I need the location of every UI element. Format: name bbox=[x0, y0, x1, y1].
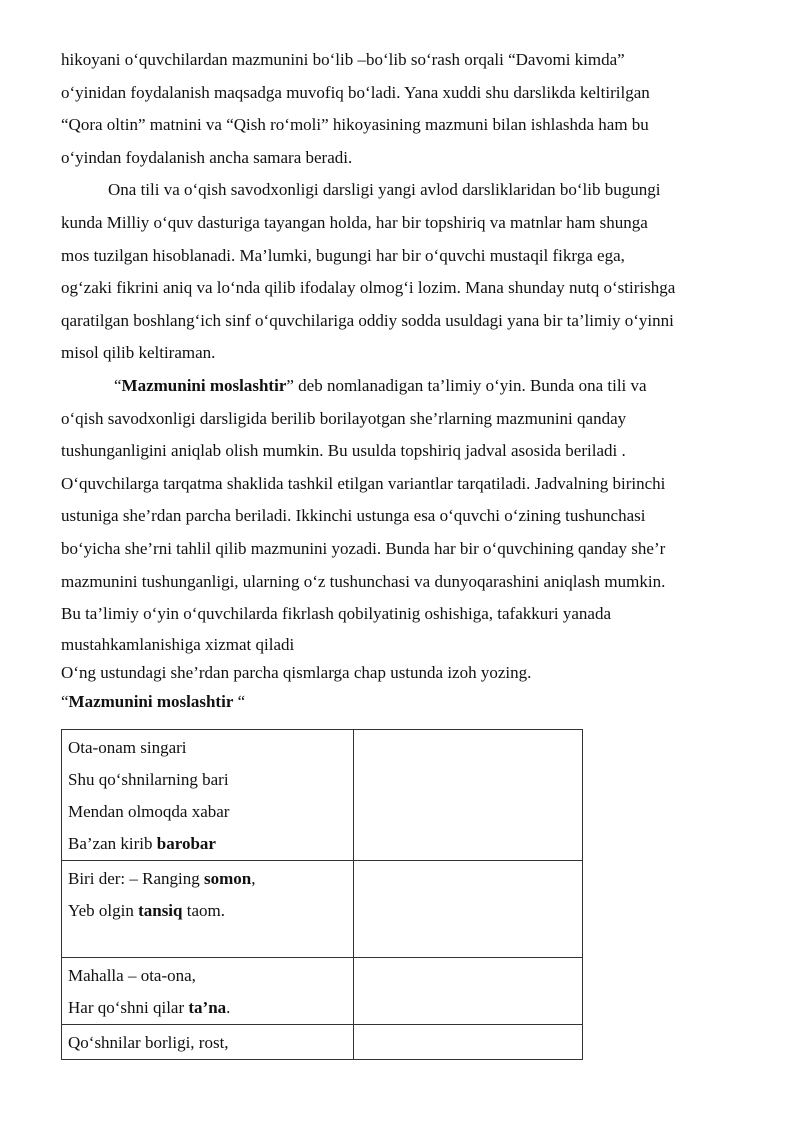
table-row bbox=[62, 958, 583, 1025]
game-name-bold: Mazmunini moslashtir bbox=[121, 375, 287, 395]
body-text bbox=[61, 44, 751, 716]
poem-line: Ota-onam singari bbox=[68, 738, 187, 757]
text-span: Biri der: – Ranging bbox=[68, 869, 204, 888]
table-row bbox=[62, 730, 583, 861]
quote-open: “ bbox=[61, 691, 69, 711]
text-line: ustuniga she’rdan parcha beriladi. Ikkinchi ustunga esa o‘quvchi o‘zining tushunchasi bbox=[61, 506, 646, 526]
text-line: misol qilib keltiraman. bbox=[61, 343, 216, 363]
text-span: Yeb olgin bbox=[68, 901, 139, 920]
instruction-line: O‘ng ustundagi she’rdan parcha qismlarga chap ustunda izoh yozing. bbox=[61, 663, 532, 683]
answer-cell[interactable] bbox=[354, 1025, 583, 1060]
bold-word: tansiq bbox=[138, 901, 183, 920]
text-line: mustahkamlanishiga xizmat qiladi bbox=[61, 634, 295, 654]
poem-line: Shu qo‘shnilarning bari bbox=[68, 770, 229, 789]
answer-cell[interactable] bbox=[354, 730, 583, 861]
text-line: hikoyani o‘quvchilardan mazmunini bo‘lib –bo‘lib so‘rash orqali “Davomi kimda” bbox=[61, 50, 625, 69]
table-title bbox=[61, 688, 751, 717]
text-line bbox=[61, 370, 751, 403]
poem-line: Mahalla – ota-ona, bbox=[68, 966, 196, 985]
table-title-bold: Mazmunini moslashtir bbox=[68, 691, 234, 711]
poem-line: Qo‘shnilar borligi, rost, bbox=[68, 1033, 229, 1052]
poem-line bbox=[68, 992, 347, 1024]
table-row bbox=[62, 1025, 583, 1060]
text-span: Har qo‘shni qilar bbox=[68, 998, 189, 1017]
text-line: mos tuzilgan hisoblanadi. Ma’lumki, bugungi har bir o‘quvchi mustaqil fikrga ega, bbox=[61, 245, 625, 265]
poem-line: Mendan olmoqda xabar bbox=[68, 802, 230, 821]
poem-cell bbox=[62, 958, 354, 1025]
text-line: O‘quvchilarga tarqatma shaklida tashkil etilgan variantlar tarqatiladi. Jadvalning birinchi bbox=[61, 473, 666, 493]
text-span: , bbox=[251, 869, 256, 888]
text-line: Bu ta’limiy o‘yin o‘quvchilarda fikrlash qobilyatinig oshishiga, tafakkuri yanada bbox=[61, 604, 612, 624]
poem-line bbox=[68, 895, 347, 927]
table-row bbox=[62, 861, 583, 958]
text-span: taom. bbox=[182, 901, 225, 920]
text-span: ” deb nomlanadigan ta’limiy o‘yin. Bunda ona tili va bbox=[286, 375, 647, 395]
text-line: tushunganligini aniqlab olish mumkin. Bu usulda topshiriq jadval asosida beriladi . bbox=[61, 441, 626, 461]
text-line: mazmunini tushunganligi, ularning o‘z tushunchasi va dunyoqarashini aniqlash mumkin. bbox=[61, 571, 666, 591]
poem-line bbox=[68, 863, 347, 895]
answer-cell[interactable] bbox=[354, 958, 583, 1025]
text-span: . bbox=[226, 998, 231, 1017]
paragraph-3 bbox=[61, 370, 751, 659]
text-line: og‘zaki fikrini aniq va lo‘nda qilib ifodalay olmog‘i lozim. Mana shunday nutq o‘stirishga bbox=[61, 278, 676, 298]
answer-cell[interactable] bbox=[354, 861, 583, 958]
text-span: Ba’zan kirib bbox=[68, 834, 157, 853]
text-line: qaratilgan boshlang‘ich sinf o‘quvchilariga oddiy sodda usuldagi yana bir ta’limiy o‘yinni bbox=[61, 310, 674, 330]
poem-line bbox=[68, 828, 347, 860]
text-line: Ona tili va o‘qish savodxonligi darsligi yangi avlod darsliklaridan bo‘lib bugungi bbox=[108, 180, 661, 200]
poem-cell bbox=[62, 861, 354, 958]
poem-cell bbox=[62, 1025, 354, 1060]
bold-word: barobar bbox=[156, 834, 216, 853]
poem-cell bbox=[62, 730, 354, 861]
bold-word: ta’na bbox=[188, 998, 227, 1017]
paragraph-2 bbox=[61, 174, 751, 370]
text-line: kunda Milliy o‘quv dasturiga tayangan holda, har bir topshiriq va matnlar ham shunga bbox=[61, 212, 648, 232]
text-line: “Qora oltin” matnini va “Qish ro‘moli” hikoyasining mazmuni bilan ishlashda ham bu bbox=[61, 115, 649, 135]
text-line: bo‘yicha she’rni tahlil qilib mazmunini yozadi. Bunda har bir o‘quvchining qanday she’r bbox=[61, 538, 666, 558]
text-line: o‘yinidan foydalanish maqsadga muvofiq bo‘ladi. Yana xuddi shu darslikda keltirilgan bbox=[61, 82, 650, 102]
quote-close: “ bbox=[233, 691, 246, 711]
poem-table bbox=[61, 729, 583, 1060]
text-line: o‘yindan foydalanish ancha samara beradi. bbox=[61, 147, 353, 167]
paragraph-1 bbox=[61, 44, 751, 174]
quote-open: “ bbox=[114, 375, 122, 395]
bold-word: somon bbox=[203, 869, 252, 888]
text-line: o‘qish savodxonligi darsligida berilib borilayotgan she’rlarning mazmunini qanday bbox=[61, 408, 627, 428]
